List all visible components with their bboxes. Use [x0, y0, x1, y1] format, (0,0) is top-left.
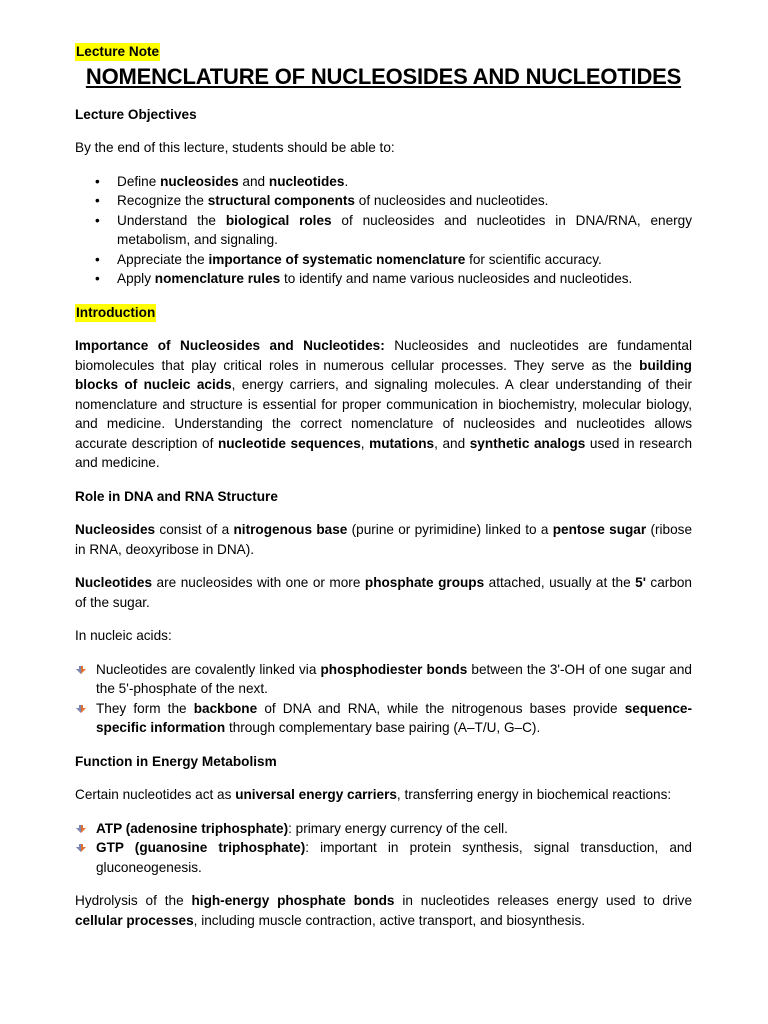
- objective-item: • Understand the biological roles of nucleosides and nucleotides in DNA/RNA, energy metabolism, and signaling.: [75, 211, 692, 250]
- arrow-bullet-icon: [75, 704, 87, 714]
- arrow-bullet-icon: [75, 843, 87, 853]
- page-title: NOMENCLATURE OF NUCLEOSIDES AND NUCLEOTIDES: [85, 63, 682, 89]
- objective-item: • Recognize the structural components of nucleosides and nucleotides.: [75, 191, 692, 211]
- nucleic-acids-list: [75, 660, 692, 738]
- objectives-list: [75, 172, 692, 289]
- nucleotides-paragraph: Nucleotides are nucleosides with one or more phosphate groups attached, usually at the 5' carbon of the sugar.: [75, 575, 692, 610]
- arrow-bullet-icon: [75, 665, 87, 675]
- nucleic-acids-item: Nucleotides are covalently linked via phosphodiester bonds between the 3'-OH of one sugar and the 5'-phosphate of the next.: [75, 660, 692, 699]
- lecture-note-label: Lecture Note: [76, 44, 160, 59]
- objectives-heading: Lecture Objectives: [75, 106, 197, 122]
- energy-item: GTP (guanosine triphosphate): important in protein synthesis, signal transduction, and gluconeogenesis.: [75, 838, 692, 877]
- dna-rna-heading: Role in DNA and RNA Structure: [75, 488, 278, 504]
- hydrolysis-paragraph: Hydrolysis of the high-energy phosphate bonds in nucleotides releases energy used to drive cellular processes, including muscle contraction, active transport, and biosynthesis.: [75, 893, 692, 928]
- energy-heading: Function in Energy Metabolism: [75, 753, 277, 769]
- nucleosides-paragraph: Nucleosides consist of a nitrogenous base (purine or pyrimidine) linked to a pentose sugar (ribose in RNA, deoxyribose in DNA).: [75, 522, 693, 557]
- objective-item: • Apply nomenclature rules to identify and name various nucleosides and nucleotides.: [75, 269, 692, 289]
- objectives-intro: By the end of this lecture, students should be able to:: [75, 140, 395, 155]
- introduction-heading: Introduction: [76, 304, 156, 320]
- nucleic-acids-intro: In nucleic acids:: [75, 628, 172, 643]
- energy-intro: Certain nucleotides act as universal energy carriers, transferring energy in biochemical reactions:: [75, 787, 672, 802]
- lecture-note-label-row: [75, 42, 692, 62]
- introduction-heading-row: [75, 303, 692, 323]
- arrow-bullet-icon: [75, 824, 87, 834]
- objective-item: • Define nucleosides and nucleotides.: [75, 172, 692, 192]
- nucleic-acids-item: They form the backbone of DNA and RNA, while the nitrogenous bases provide sequence-specific information through complementary base pairing (A–T/U, G–C).: [75, 699, 692, 738]
- energy-list: [75, 819, 692, 878]
- energy-item: ATP (adenosine triphosphate): primary energy currency of the cell.: [75, 819, 692, 839]
- importance-paragraph: Importance of Nucleosides and Nucleotides: Nucleosides and nucleotides are fundamental biomolecules that play critical roles in numerous cellular processes. They serve as the building blocks of nucleic acids, energy carriers, and signaling molecules. A clear understanding of their nomenclature and structure is essential for proper communication in biochemistry, molecular biology, and medicine. Understanding the correct nomenclature of nucleosides and nucleotides allows accurate description of nucleotide sequences, mutations, and synthetic analogs used in research and medicine.: [75, 338, 692, 470]
- objective-item: • Appreciate the importance of systematic nomenclature for scientific accuracy.: [75, 250, 692, 270]
